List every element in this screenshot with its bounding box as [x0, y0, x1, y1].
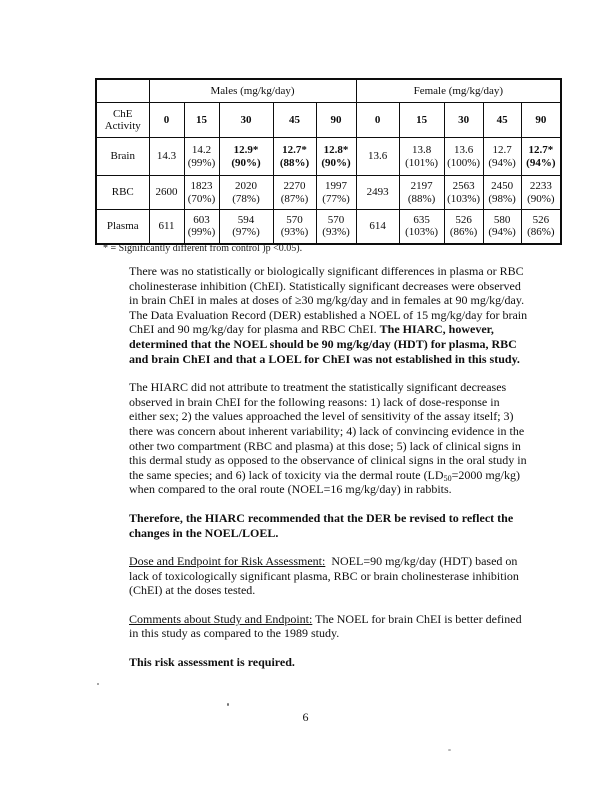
- table-row-rbc: [96, 176, 561, 210]
- comments-heading: Comments about Study and Endpoint:: [129, 611, 313, 626]
- paragraph-hiarc-reasons: The HIARC did not attribute to treatment the statistically significant decreases observed in brain ChEI for the following reasons: 1) lack of dose-response in either sex; 2) the values approached the level of sensitivity of the assay itself; 3) there was concern about inherent variability; 4) lack of convincing evidence in the other two compartment (RBC and plasma) at this dose; 5) lack of clinical signs in this dermal study as opposed to the observance of clinical signs in the oral study in the same species; and 6) lack of toxicity via the dermal route ($LD_{50}=2000$ mg/kg) when compared to the oral route (NOEL=16 mg/kg/day) in rabbits.: [129, 380, 527, 497]
- paragraph-recommendation: Therefore, the HIARC recommended that the DER be revised to reflect the changes in the NOEL/LOEL.: [129, 510, 514, 540]
- table-cell: 13.8 (101%): [399, 138, 444, 176]
- dose-header: 90: [521, 103, 561, 138]
- table-row-plasma: [96, 210, 561, 244]
- table-cell: 12.8* (90%): [316, 138, 356, 176]
- table-cell: 2493: [356, 176, 399, 210]
- dose-header: 0: [149, 103, 184, 138]
- table-cell: 12.7 (94%): [483, 138, 521, 176]
- row-label: RBC: [96, 176, 149, 210]
- table-corner-blank: [96, 79, 149, 103]
- scan-speck: [97, 683, 99, 685]
- table-cell: 13.6 (100%): [444, 138, 483, 176]
- table-cell: 13.6: [356, 138, 399, 176]
- table-cell: 2270 (87%): [273, 176, 316, 210]
- dose-endpoint-heading: Dose and Endpoint for Risk Assessment:: [129, 554, 326, 569]
- row-label: Plasma: [96, 210, 149, 244]
- table-cell: 570 (93%): [316, 210, 356, 244]
- ld50-subscript: 50: [443, 473, 452, 483]
- table-cell: 2450 (98%): [483, 176, 521, 210]
- table-cell: 12.9* (90%): [219, 138, 273, 176]
- paragraph-risk-required: This risk assessment is required.: [129, 655, 295, 670]
- table-cell: 580 (94%): [483, 210, 521, 244]
- table-row-brain: [96, 138, 561, 176]
- che-activity-corner-label: ChE Activity: [96, 103, 149, 138]
- table-dose-header-row: [96, 103, 561, 138]
- bold-hiarc-determination: The HIARC, however, determined that the NOEL should be 90 mg/kg/day (HDT) for plasma, RBC and brain ChEI and that a LOEL for ChEI was not established in this study.: [129, 322, 520, 366]
- table-cell: 12.7* (88%): [273, 138, 316, 176]
- table-cell: 570 (93%): [273, 210, 316, 244]
- table-cell: 594 (97%): [219, 210, 273, 244]
- table-cell: 603 (99%): [184, 210, 219, 244]
- scan-speck: [227, 703, 229, 706]
- scan-speck: [448, 749, 451, 751]
- table-group-header-row: [96, 79, 561, 103]
- body-text-block: [129, 264, 529, 684]
- dose-header: 0: [356, 103, 399, 138]
- table-cell: 1823 (70%): [184, 176, 219, 210]
- table-footnote: * = Significantly different from control )p <0.05).: [103, 243, 303, 254]
- dose-header: 90: [316, 103, 356, 138]
- paragraph-summary: There was no statistically or biologically significant differences in plasma or RBC cholinesterase inhibition (ChEI). Statistically significant decreases were observed in brain ChEI in males at doses of ≥30 mg/kg/day and in females at 90 mg/kg/day. The Data Evaluation Record (DER) established a NOEL of 15 mg/kg/day for brain ChEI and 90 mg/kg/day for plasma and RBC ChEI. The HIARC, however, determined that the NOEL should be 90 mg/kg/day (HDT) for plasma, RBC and brain ChEI and that a LOEL for ChEI was not established in this study.: [129, 264, 528, 366]
- dose-header: 15: [399, 103, 444, 138]
- females-group-header: Female (mg/kg/day): [356, 79, 561, 103]
- page-number: 6: [302, 710, 309, 724]
- table-cell: 14.3: [149, 138, 184, 176]
- table-cell: 2020 (78%): [219, 176, 273, 210]
- che-activity-table: [95, 78, 562, 245]
- dose-header: 15: [184, 103, 219, 138]
- row-label: Brain: [96, 138, 149, 176]
- table-cell: 2600: [149, 176, 184, 210]
- table-cell: 2197 (88%): [399, 176, 444, 210]
- table-cell: 614: [356, 210, 399, 244]
- table-cell: 2563 (103%): [444, 176, 483, 210]
- paragraph-comments: Comments about Study and Endpoint: The NOEL for brain ChEI is better defined in this study as compared to the 1989 study.: [129, 611, 522, 641]
- paragraph-dose-endpoint: Dose and Endpoint for Risk Assessment: NOEL=90 mg/kg/day (HDT) based on lack of toxicologically significant plasma, RBC or brain cholinesterase inhibition (ChEI) at the doses tested.: [129, 554, 519, 598]
- males-group-header: Males (mg/kg/day): [149, 79, 356, 103]
- table-cell: 12.7* (94%): [521, 138, 561, 176]
- dose-header: 30: [444, 103, 483, 138]
- table-cell: 635 (103%): [399, 210, 444, 244]
- dose-header: 30: [219, 103, 273, 138]
- table-cell: 2233 (90%): [521, 176, 561, 210]
- dose-header: 45: [273, 103, 316, 138]
- table-cell: 526 (86%): [444, 210, 483, 244]
- table-cell: 1997 (77%): [316, 176, 356, 210]
- table-cell: 611: [149, 210, 184, 244]
- table-cell: 526 (86%): [521, 210, 561, 244]
- table-cell: 14.2 (99%): [184, 138, 219, 176]
- dose-header: 45: [483, 103, 521, 138]
